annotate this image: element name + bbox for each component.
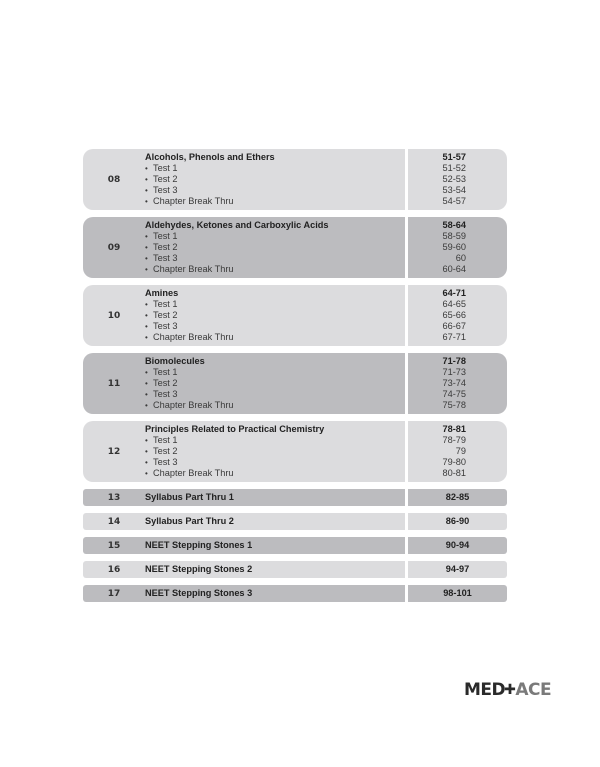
section-cell — [83, 537, 405, 554]
table-of-contents — [83, 149, 507, 609]
subitem-pages: 66-67 — [442, 321, 466, 331]
section-pages: 94-97 — [445, 564, 470, 574]
bullet-icon: • — [145, 379, 148, 388]
bullet-icon: • — [145, 447, 148, 456]
subitem-pages: 78-79 — [442, 435, 466, 445]
subitem-pages: 79-80 — [442, 457, 466, 467]
section-number: 14 — [107, 516, 121, 527]
pages-cell — [408, 489, 507, 506]
chapter-pages: 51-57 — [442, 152, 466, 162]
subitem: • Test 1 — [145, 367, 178, 377]
subitem-pages: 53-54 — [442, 185, 466, 195]
pages-cell — [408, 537, 507, 554]
chapter-title: Alcohols, Phenols and Ethers — [145, 152, 275, 162]
section-pages: 90-94 — [445, 540, 470, 550]
bullet-icon: • — [145, 401, 148, 410]
section-title: Syllabus Part Thru 2 — [145, 516, 234, 526]
subitem-pages: 51-52 — [442, 163, 466, 173]
pages-cell — [408, 353, 507, 414]
subitem: • Test 3 — [145, 389, 178, 399]
chapter-number: 10 — [107, 310, 121, 321]
subitem: • Test 3 — [145, 457, 178, 467]
section-title: NEET Stepping Stones 3 — [145, 588, 253, 598]
toc-row-chapter-08[interactable] — [83, 149, 507, 210]
section-number: 13 — [107, 492, 121, 503]
subitem-pages: 60 — [455, 253, 466, 263]
bullet-icon: • — [145, 254, 148, 263]
chapter-content — [145, 285, 234, 346]
bullet-icon: • — [145, 333, 148, 342]
bullet-icon: • — [145, 322, 148, 331]
subitem: • Test 1 — [145, 231, 178, 241]
chapter-title: Amines — [145, 288, 179, 298]
chapter-content — [145, 217, 328, 278]
subitem-pages: 59-60 — [442, 242, 466, 252]
section-pages: 82-85 — [445, 492, 470, 502]
chapter-pages: 64-71 — [442, 288, 466, 298]
chapter-number: 11 — [107, 378, 121, 389]
bullet-icon: • — [145, 164, 148, 173]
chapter-pages: 58-64 — [442, 220, 466, 230]
subitem: • Test 3 — [145, 321, 178, 331]
toc-row-chapter-09[interactable] — [83, 217, 507, 278]
section-pages: 86-90 — [445, 516, 470, 526]
chapter-title: Aldehydes, Ketones and Carboxylic Acids — [145, 220, 329, 230]
subitem-pages: 60-64 — [442, 264, 466, 274]
logo-text-ace: ACE — [515, 680, 552, 700]
subitem: • Test 3 — [145, 185, 178, 195]
bullet-icon: • — [145, 469, 148, 478]
medical-cross-icon: ✚ — [504, 682, 516, 698]
chapter-pages: 71-78 — [442, 356, 466, 366]
section-title: NEET Stepping Stones 2 — [145, 564, 253, 574]
subitem: • Test 2 — [145, 310, 178, 320]
subitem-pages: 64-65 — [442, 299, 466, 309]
subitem-pages: 74-75 — [442, 389, 466, 399]
subitem: • Test 3 — [145, 253, 178, 263]
toc-row-section-16[interactable] — [83, 561, 507, 578]
chapter-number: 08 — [107, 174, 121, 185]
bullet-icon: • — [145, 458, 148, 467]
subitem-pages: 80-81 — [442, 468, 466, 478]
pages-cell — [408, 585, 507, 602]
subitem-pages: 58-59 — [442, 231, 466, 241]
bullet-icon: • — [145, 197, 148, 206]
bullet-icon: • — [145, 300, 148, 309]
subitem-pages: 54-57 — [442, 196, 466, 206]
bullet-icon: • — [145, 265, 148, 274]
toc-row-section-15[interactable] — [83, 537, 507, 554]
pages-cell — [408, 513, 507, 530]
section-number: 15 — [107, 540, 121, 551]
chapter-cell — [83, 149, 405, 210]
section-title: NEET Stepping Stones 1 — [145, 540, 253, 550]
section-cell — [83, 513, 405, 530]
subitem-pages: 73-74 — [442, 378, 466, 388]
section-cell — [83, 489, 405, 506]
chapter-content — [145, 421, 324, 482]
toc-row-section-17[interactable] — [83, 585, 507, 602]
bullet-icon: • — [145, 368, 148, 377]
chapter-content — [145, 149, 275, 210]
pages-cell — [408, 285, 507, 346]
subitem-pages: 71-73 — [442, 367, 466, 377]
subitem: • Chapter Break Thru — [145, 400, 234, 410]
subitem: • Test 2 — [145, 174, 178, 184]
toc-row-section-14[interactable] — [83, 513, 507, 530]
chapter-content — [145, 353, 234, 414]
subitem: • Chapter Break Thru — [145, 196, 234, 206]
section-title: Syllabus Part Thru 1 — [145, 492, 234, 502]
chapter-title: Principles Related to Practical Chemistry — [145, 424, 325, 434]
subitem: • Test 1 — [145, 435, 178, 445]
subitem: • Test 1 — [145, 163, 178, 173]
chapter-number: 12 — [107, 446, 121, 457]
subitem-pages: 79 — [455, 446, 466, 456]
subitem: • Chapter Break Thru — [145, 468, 234, 478]
section-cell — [83, 561, 405, 578]
section-number: 16 — [107, 564, 121, 575]
subitem-pages: 52-53 — [442, 174, 466, 184]
subitem: • Test 2 — [145, 242, 178, 252]
pages-cell — [408, 149, 507, 210]
toc-row-chapter-10[interactable] — [83, 285, 507, 346]
pages-cell — [408, 217, 507, 278]
medace-logo — [464, 680, 551, 700]
bullet-icon: • — [145, 232, 148, 241]
subitem: • Test 2 — [145, 446, 178, 456]
section-cell — [83, 585, 405, 602]
pages-cell — [408, 421, 507, 482]
pages-cell — [408, 561, 507, 578]
bullet-icon: • — [145, 311, 148, 320]
toc-row-chapter-12[interactable] — [83, 421, 507, 482]
subitem: • Test 1 — [145, 299, 178, 309]
subitem-pages: 75-78 — [442, 400, 466, 410]
bullet-icon: • — [145, 243, 148, 252]
bullet-icon: • — [145, 186, 148, 195]
chapter-cell — [83, 353, 405, 414]
toc-row-chapter-11[interactable] — [83, 353, 507, 414]
chapter-title: Biomolecules — [145, 356, 205, 366]
chapter-cell — [83, 421, 405, 482]
bullet-icon: • — [145, 175, 148, 184]
chapter-cell — [83, 217, 405, 278]
section-number: 17 — [107, 588, 121, 599]
toc-row-section-13[interactable] — [83, 489, 507, 506]
subitem-pages: 67-71 — [442, 332, 466, 342]
bullet-icon: • — [145, 390, 148, 399]
bullet-icon: • — [145, 436, 148, 445]
chapter-number: 09 — [107, 242, 121, 253]
chapter-cell — [83, 285, 405, 346]
subitem: • Test 2 — [145, 378, 178, 388]
section-pages: 98-101 — [443, 588, 472, 598]
subitem: • Chapter Break Thru — [145, 264, 234, 274]
subitem-pages: 65-66 — [442, 310, 466, 320]
logo-text-med: MED — [464, 680, 506, 700]
subitem: • Chapter Break Thru — [145, 332, 234, 342]
chapter-pages: 78-81 — [442, 424, 466, 434]
